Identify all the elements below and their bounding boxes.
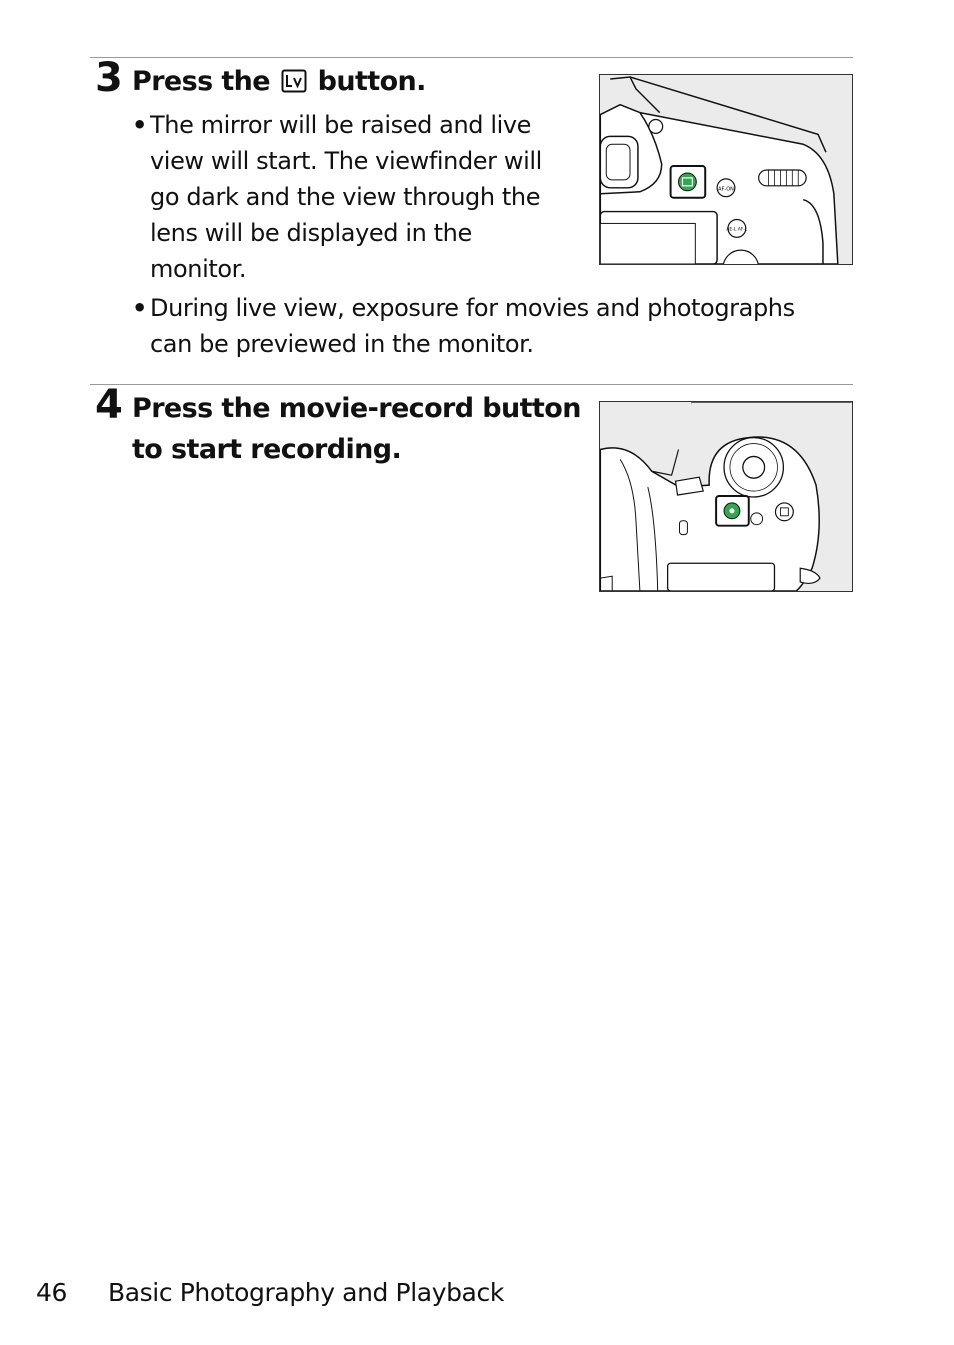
bullet-line: view will start. The viewfinder will (150, 147, 542, 175)
step4-divider (90, 384, 853, 385)
bullet-line: can be previewed in the monitor. (150, 330, 534, 358)
af-on-label: AF-ON (718, 186, 734, 193)
lv-button-icon (281, 64, 307, 88)
bullet-line: go dark and the view through the (150, 183, 541, 211)
step3-title-before: Press the (132, 66, 270, 97)
step4-title-line: Press the movie-record button (132, 393, 581, 424)
step3-title-after: button. (317, 66, 426, 97)
ae-l-label: AE-L AF-L (726, 227, 748, 233)
step3-number: 3 (95, 55, 123, 101)
step4-number: 4 (95, 382, 123, 428)
step3-divider (90, 57, 853, 58)
step4-title (132, 388, 582, 470)
step4-title-line: to start recording. (132, 434, 402, 465)
camera-top-movie-record-button-illustration (599, 401, 853, 592)
bullet-line: During live view, exposure for movies and photographs (150, 294, 795, 322)
camera-back-lv-button-illustration (599, 74, 853, 265)
step3-title (132, 61, 426, 102)
bullet-dot: • (132, 294, 147, 322)
bullet-line: The mirror will be raised and live (150, 111, 532, 139)
step3-bullet-1 (132, 107, 570, 287)
step3-bullet-2 (132, 290, 840, 362)
page-number: 46 (36, 1278, 68, 1307)
footer-section-title: Basic Photography and Playback (108, 1278, 504, 1307)
bullet-line: monitor. (150, 255, 247, 283)
bullet-line: lens will be displayed in the (150, 219, 472, 247)
bullet-dot: • (132, 111, 147, 139)
